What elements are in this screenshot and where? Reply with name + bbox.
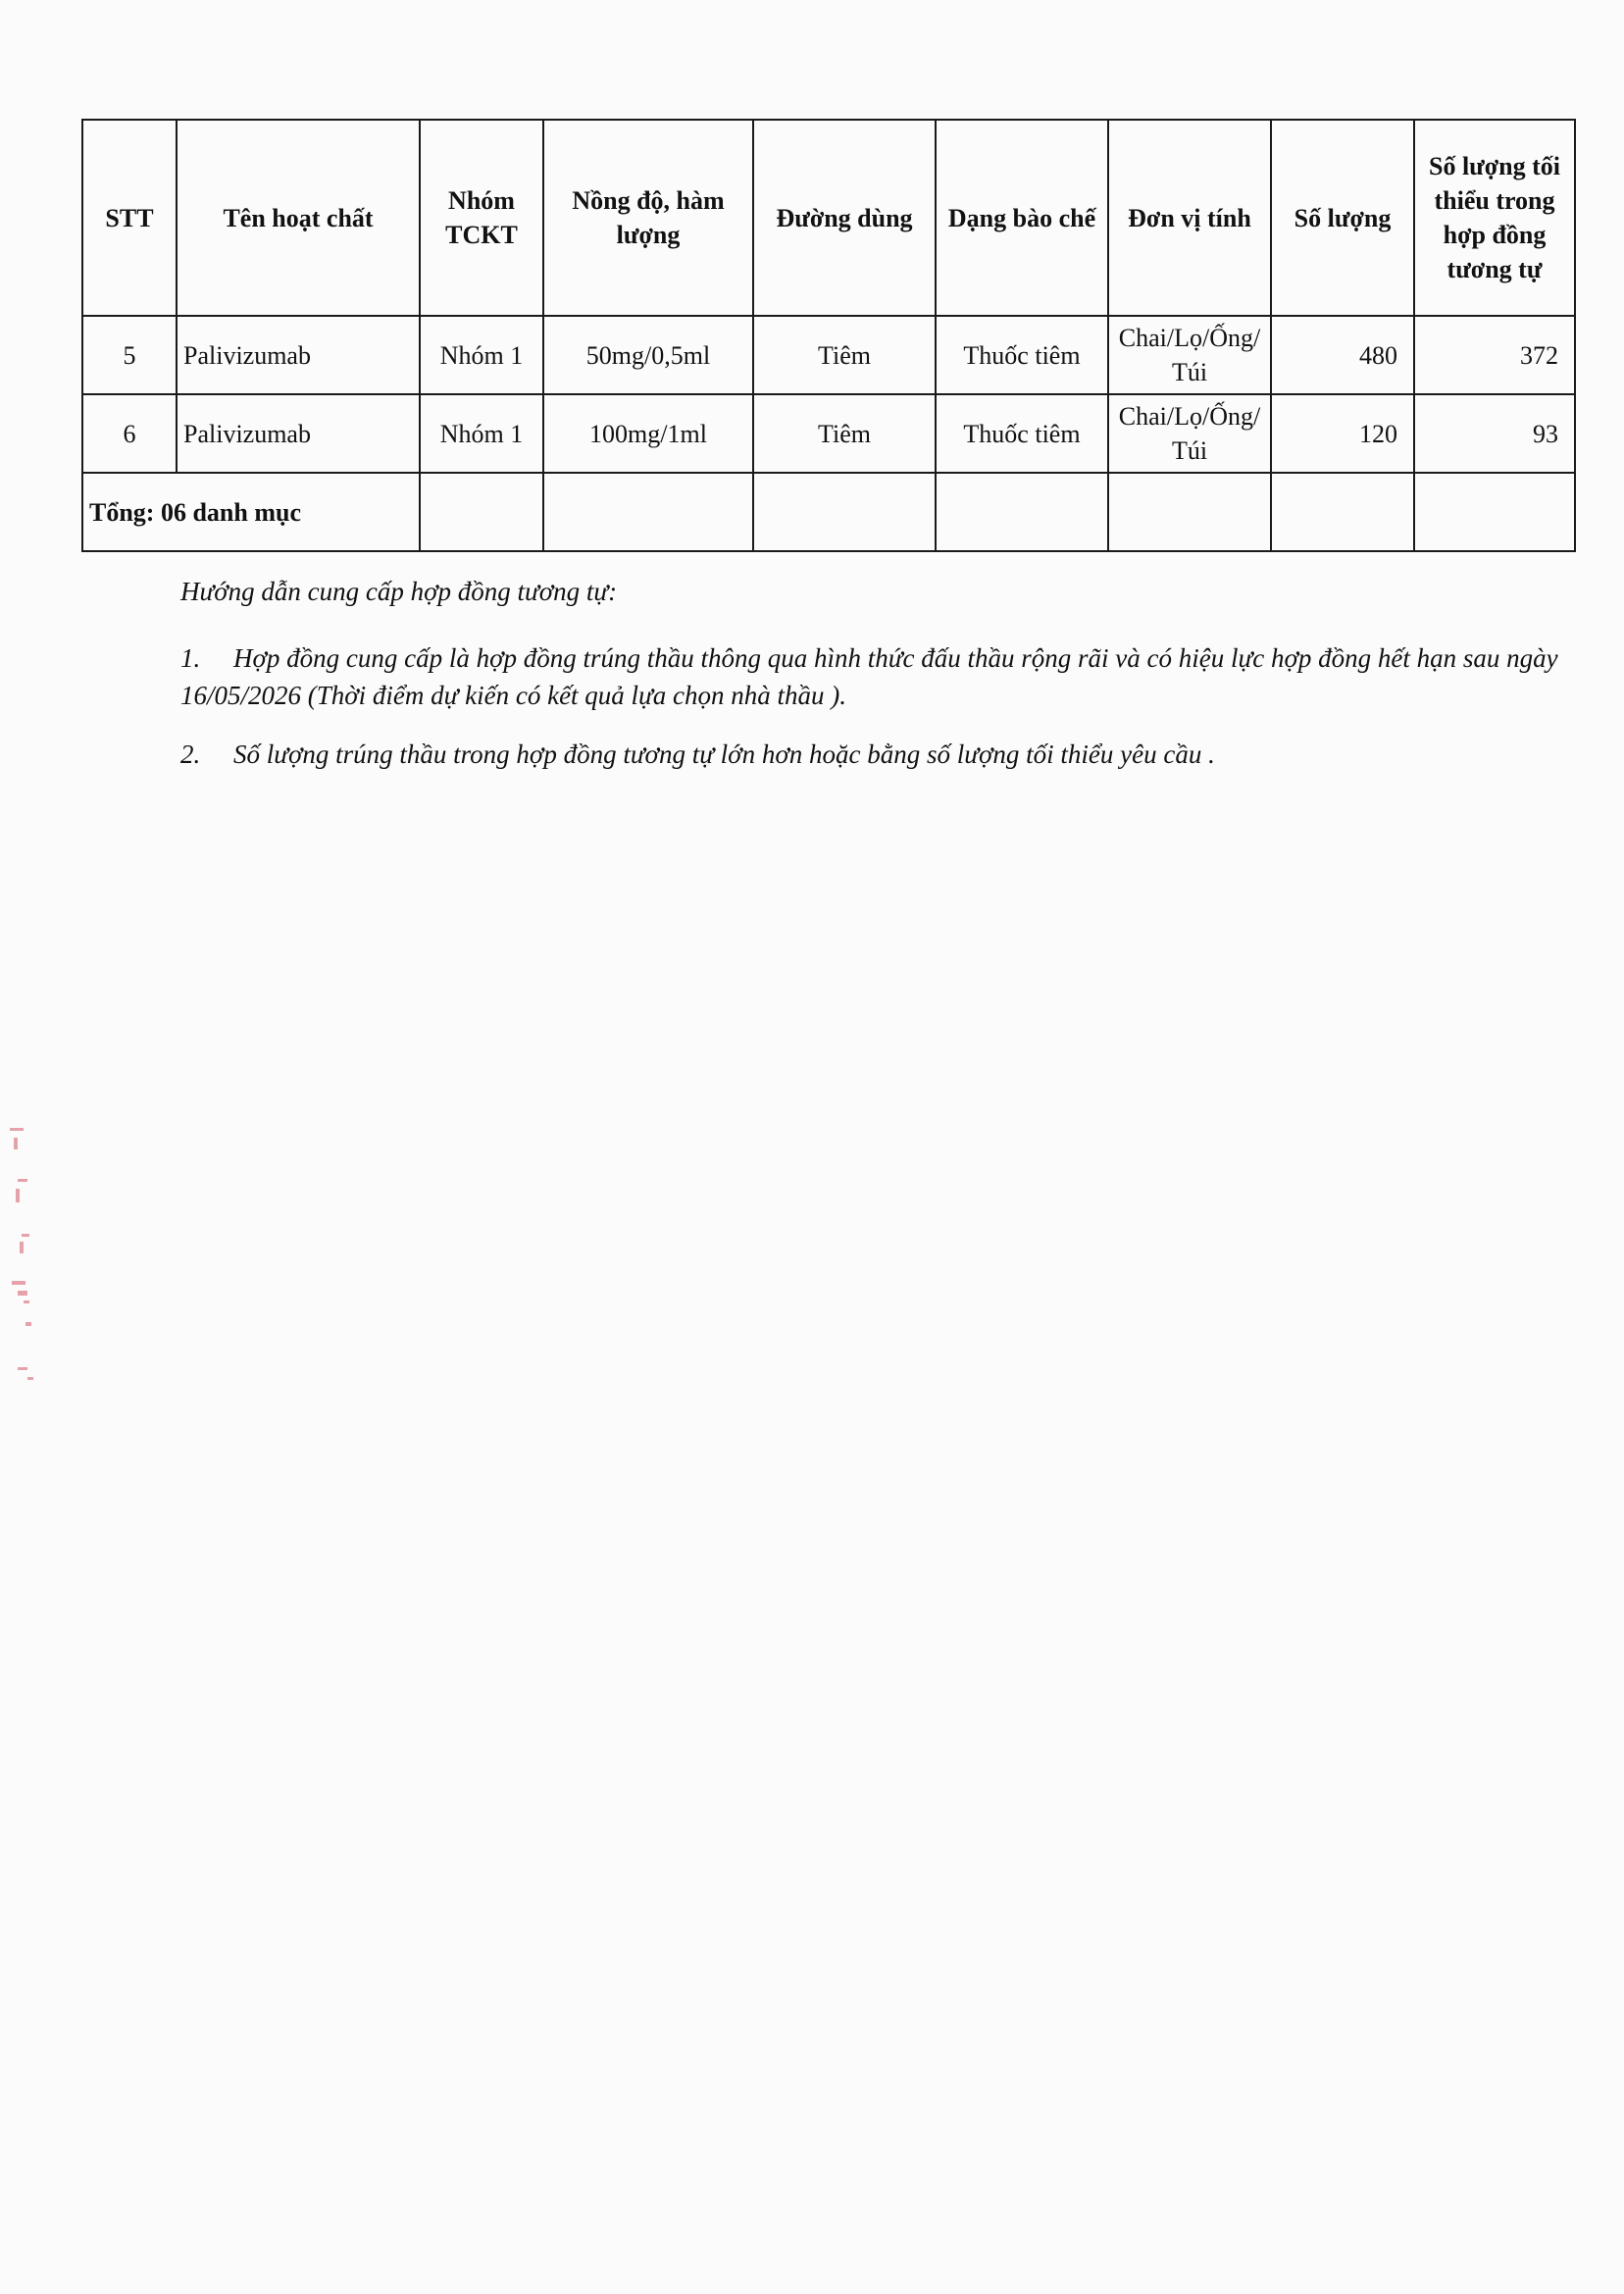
guidance-item-number: 2. — [180, 739, 201, 769]
cell-route: Tiêm — [753, 316, 936, 394]
guidance-item — [180, 639, 1573, 714]
header-dosage-form: Dạng bào chế — [936, 120, 1108, 316]
cell-dosage-form: Thuốc tiêm — [936, 316, 1108, 394]
header-active-ingredient: Tên hoạt chất — [177, 120, 420, 316]
empty-cell — [753, 473, 936, 551]
header-route: Đường dùng — [753, 120, 936, 316]
guidance-item-text: Hợp đồng cung cấp là hợp đồng trúng thầu thông qua hình thức đấu thầu rộng rãi và có hiệu lực hợp đồng hết hạn sau ngày 16/05/2026 (Thời điểm dự kiến có kết quả lựa chọn nhà thầu ). — [180, 643, 1558, 710]
empty-cell — [420, 473, 543, 551]
cell-stt: 6 — [82, 394, 177, 473]
cell-group: Nhóm 1 — [420, 316, 543, 394]
total-label: Tổng: 06 danh mục — [82, 473, 420, 551]
cell-dosage-form: Thuốc tiêm — [936, 394, 1108, 473]
header-unit: Đơn vị tính — [1108, 120, 1271, 316]
table-total-row — [82, 473, 1575, 551]
empty-cell — [1108, 473, 1271, 551]
header-quantity: Số lượng — [1271, 120, 1414, 316]
guidance-item-text: Số lượng trúng thầu trong hợp đồng tương tự lớn hơn hoặc bằng số lượng tối thiểu yêu cầu . — [233, 739, 1215, 769]
header-stt: STT — [82, 120, 177, 316]
cell-active-ingredient: Palivizumab — [177, 394, 420, 473]
table-header-row — [82, 120, 1575, 316]
guidance-item — [180, 736, 1573, 773]
partial-red-stamp-mark — [4, 1118, 47, 1402]
empty-cell — [1271, 473, 1414, 551]
table-row — [82, 394, 1575, 473]
cell-min-quantity: 372 — [1414, 316, 1575, 394]
cell-quantity: 480 — [1271, 316, 1414, 394]
header-group: Nhóm TCKT — [420, 120, 543, 316]
guidance-item-number: 1. — [180, 643, 201, 673]
cell-quantity: 120 — [1271, 394, 1414, 473]
empty-cell — [1414, 473, 1575, 551]
guidance-title: Hướng dẫn cung cấp hợp đồng tương tự: — [180, 577, 618, 606]
cell-stt: 5 — [82, 316, 177, 394]
contract-guidance — [180, 573, 1573, 794]
cell-strength: 50mg/0,5ml — [543, 316, 753, 394]
cell-route: Tiêm — [753, 394, 936, 473]
header-strength: Nồng độ, hàm lượng — [543, 120, 753, 316]
table-row — [82, 316, 1575, 394]
cell-unit: Chai/Lọ/Ống/ Túi — [1108, 316, 1271, 394]
cell-unit: Chai/Lọ/Ống/ Túi — [1108, 394, 1271, 473]
empty-cell — [936, 473, 1108, 551]
cell-min-quantity: 93 — [1414, 394, 1575, 473]
drug-items-table — [81, 119, 1576, 552]
cell-active-ingredient: Palivizumab — [177, 316, 420, 394]
cell-strength: 100mg/1ml — [543, 394, 753, 473]
header-min-quantity: Số lượng tối thiểu trong hợp đồng tương tự — [1414, 120, 1575, 316]
empty-cell — [543, 473, 753, 551]
cell-group: Nhóm 1 — [420, 394, 543, 473]
